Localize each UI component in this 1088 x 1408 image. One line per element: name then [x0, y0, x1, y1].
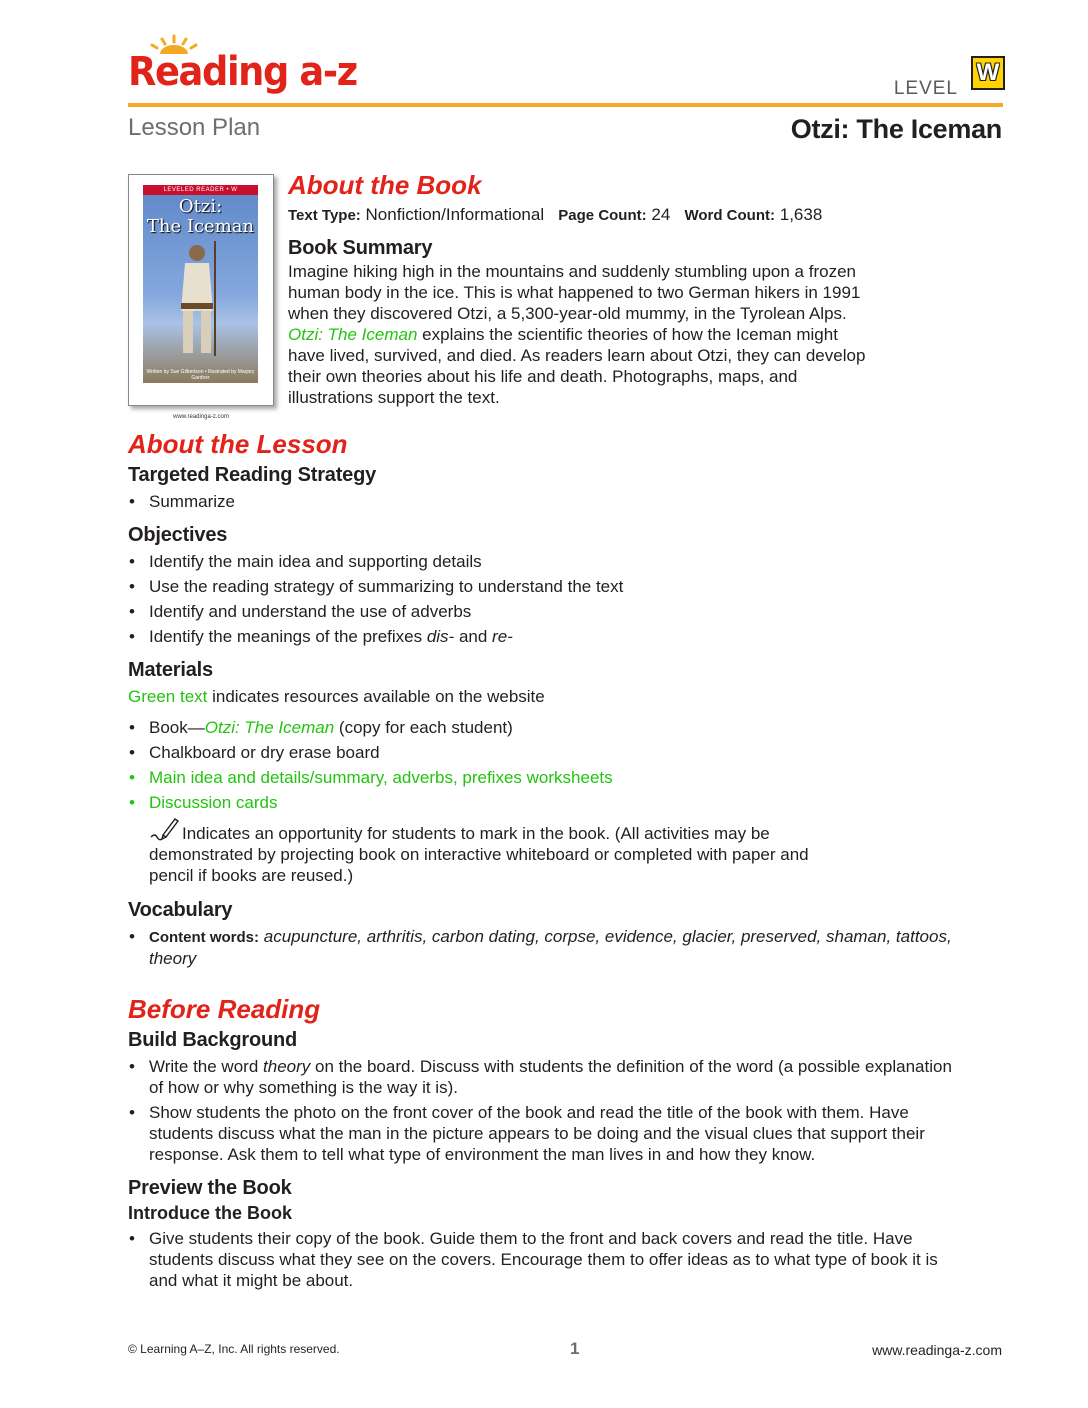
materials-heading: Materials	[128, 659, 213, 681]
vocabulary-list	[128, 926, 968, 969]
objectives-heading: Objectives	[128, 524, 228, 546]
before-reading-heading: Before Reading	[128, 994, 321, 1024]
page-number: 1	[570, 1339, 580, 1358]
page-title: Otzi: The Iceman	[790, 114, 1002, 144]
build-background-heading: Build Background	[128, 1029, 298, 1051]
strategy-heading: Targeted Reading Strategy	[128, 464, 377, 486]
before-reading-section	[128, 996, 968, 1291]
logo-wordmark: Reading a-z	[128, 49, 357, 95]
cover-website: www.readinga-z.com	[173, 414, 229, 420]
about-lesson-section	[128, 431, 968, 969]
cover-series-label: LEVELED READER • W	[143, 185, 258, 195]
build-background-list	[128, 1056, 968, 1165]
list-item: • Write the word theory on the board. Discuss with students the definition of the word (a possible explanation of how or why something is the way it is).	[128, 1056, 968, 1098]
pencil-icon	[149, 817, 179, 843]
reading-az-logo	[128, 38, 377, 95]
list-item: • Show students the photo on the front cover of the book and read the title of the book with them. Have students discuss what the man in the picture appears to be doing and the visual clues that support their response. Ask them to tell what type of environment the man lives in and how they know.	[128, 1102, 968, 1165]
list-item: • Identify and understand the use of adverbs	[128, 601, 968, 622]
copyright: © Learning A–Z, Inc. All rights reserved.	[128, 1342, 340, 1356]
about-lesson-heading: About the Lesson	[128, 429, 348, 459]
level-label: LEVEL	[893, 78, 958, 99]
about-book-heading: About the Book	[288, 170, 482, 200]
book-summary-heading: Book Summary	[288, 237, 433, 259]
discussion-cards-link[interactable]: • Discussion cards	[128, 792, 968, 813]
materials-list	[128, 717, 968, 813]
vocabulary-heading: Vocabulary	[128, 899, 233, 921]
book-cover-image	[128, 174, 274, 420]
list-item: • Give students their copy of the book. Guide them to the front and back covers and read the title. Have students discuss what they see on the covers. Encourage them to offer ideas as to what type of book it is and what it might be about.	[128, 1228, 968, 1291]
strategy-list	[128, 491, 968, 512]
list-item: • Summarize	[128, 491, 968, 512]
page-count-value: 24	[651, 205, 671, 224]
list-item: • Content words: acupuncture, arthritis, carbon dating, corpse, evidence, glacier, preserved, shaman, tattoos, theory	[128, 926, 968, 969]
section-label: Lesson Plan	[128, 114, 261, 141]
book-link[interactable]: Otzi: The Iceman	[204, 718, 335, 737]
text-type-value: Nonfiction/Informational	[365, 205, 545, 224]
level-badge: W	[971, 56, 1005, 90]
header-divider	[128, 103, 1003, 107]
worksheets-link[interactable]: • Main idea and details/summary, adverbs, prefixes worksheets	[128, 767, 968, 788]
list-item: • Book—Otzi: The Iceman (copy for each student)	[128, 717, 968, 738]
list-item: • Chalkboard or dry erase board	[128, 742, 968, 763]
mark-note: Indicates an opportunity for students to mark in the book. (All activities may be demonstrated by projecting book on interactive whiteboard or completed with paper and pencil if books are reused.)	[128, 823, 849, 886]
book-title-link[interactable]: Otzi: The Iceman	[288, 325, 418, 344]
list-item: • Identify the main idea and supporting details	[128, 551, 968, 572]
objectives-list	[128, 551, 968, 647]
preview-book-heading: Preview the Book	[128, 1177, 292, 1199]
cover-title: Otzi: The Iceman	[146, 196, 255, 237]
list-item: • Use the reading strategy of summarizing to understand the text	[128, 576, 968, 597]
cover-author-line: Written by Sue Gilbertson • Illustrated by Marjory Gardner	[146, 369, 255, 381]
website-link[interactable]: www.readinga-z.com	[872, 1342, 1002, 1358]
book-stats: Text Type: Nonfiction/Informational Page Count: 24 Word Count: 1,638	[288, 205, 823, 224]
list-item: • Identify the meanings of the prefixes dis- and re-	[128, 626, 968, 647]
book-summary-text: Imagine hiking high in the mountains and suddenly stumbling upon a frozen human body in the ice. This is what happened to two German hikers in 1991 when they discovered Otzi, a 5,300-year-old mummy, in the Tyrolean Alps. Otzi: The Iceman explains the scientific theories of how the Iceman might have lived, survived, and died. As readers learn about Otzi, they can develop their own theories about his life and death. Photographs, maps, and illustrations support the text.	[288, 262, 866, 407]
iceman-figure-icon	[177, 241, 217, 361]
introduce-book-heading: Introduce the Book	[128, 1203, 293, 1223]
introduce-book-list	[128, 1228, 968, 1291]
word-count-value: 1,638	[779, 205, 823, 224]
materials-note: Green text indicates resources available on the website	[128, 687, 545, 706]
about-book-section	[288, 172, 878, 408]
